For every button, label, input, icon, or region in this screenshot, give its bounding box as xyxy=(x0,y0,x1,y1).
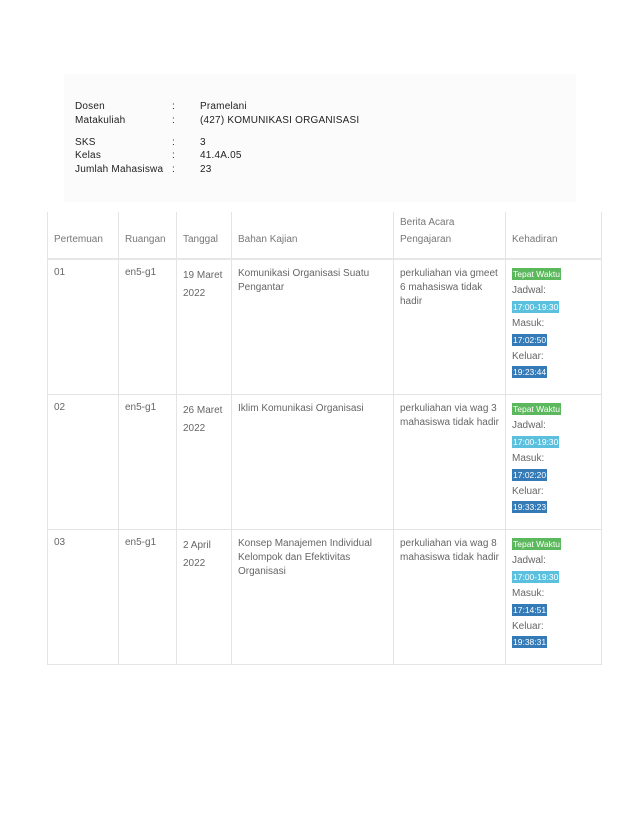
sks-label: SKS xyxy=(75,137,96,148)
masuk-time-badge: 17:14:51 xyxy=(513,604,547,615)
jadwal-badge: 17:00-19:30 xyxy=(513,301,559,312)
keluar-time-badge: 19:33:23 xyxy=(513,502,547,513)
cell-ruangan: en5-g1 xyxy=(119,530,177,665)
header-tanggal: Tanggal xyxy=(177,212,232,259)
cell-tanggal: 2 April 2022 xyxy=(177,530,232,665)
matakuliah-label: Matakuliah xyxy=(75,115,126,126)
cell-ruangan: en5-g1 xyxy=(119,259,177,395)
separator: : xyxy=(172,137,175,148)
masuk-label: Masuk: xyxy=(512,318,545,330)
masuk-label: Masuk: xyxy=(512,588,545,600)
masuk-time-badge: 17:02:20 xyxy=(513,469,547,480)
status-badge: Tepat Waktu xyxy=(513,539,560,549)
course-info-panel xyxy=(64,74,576,202)
cell-berita-acara: perkuliahan via wag 8 mahasiswa tidak hadir xyxy=(394,530,506,665)
separator: : xyxy=(172,164,175,175)
cell-pertemuan: 01 xyxy=(48,259,119,395)
jadwal-label: Jadwal: xyxy=(512,420,546,432)
cell-bahan-kajian: Iklim Komunikasi Organisasi xyxy=(232,395,394,530)
kelas-value: 41.4A.05 xyxy=(200,150,242,161)
jumlah-mahasiswa-label: Jumlah Mahasiswa xyxy=(75,164,164,175)
keluar-time-badge: 19:38:31 xyxy=(513,637,547,648)
keluar-label: Keluar: xyxy=(512,351,544,363)
cell-tanggal: 26 Maret 2022 xyxy=(177,395,232,530)
cell-kehadiran xyxy=(506,530,602,665)
keluar-label: Keluar: xyxy=(512,621,544,633)
cell-bahan-kajian: Komunikasi Organisasi Suatu Pengantar xyxy=(232,259,394,395)
status-badge: Tepat Waktu xyxy=(513,269,560,279)
cell-ruangan: en5-g1 xyxy=(119,395,177,530)
table-header-row xyxy=(48,212,602,259)
separator: : xyxy=(172,101,175,112)
cell-kehadiran xyxy=(506,259,602,395)
cell-tanggal: 19 Maret 2022 xyxy=(177,259,232,395)
header-bahan-kajian: Bahan Kajian xyxy=(232,212,394,259)
keluar-time-badge: 19:23:44 xyxy=(513,367,547,378)
cell-pertemuan: 02 xyxy=(48,395,119,530)
dosen-label: Dosen xyxy=(75,101,105,112)
kelas-label: Kelas xyxy=(75,150,102,161)
separator: : xyxy=(172,150,175,161)
header-ruangan: Ruangan xyxy=(119,212,177,259)
status-badge: Tepat Waktu xyxy=(513,404,560,414)
cell-kehadiran xyxy=(506,395,602,530)
jumlah-mahasiswa-value: 23 xyxy=(200,164,212,175)
jadwal-badge: 17:00-19:30 xyxy=(513,436,559,447)
masuk-time-badge: 17:02:50 xyxy=(513,334,547,345)
cell-berita-acara: perkuliahan via gmeet 6 mahasiswa tidak hadir xyxy=(394,259,506,395)
table-row xyxy=(48,395,602,530)
jadwal-label: Jadwal: xyxy=(512,285,546,297)
jadwal-badge: 17:00-19:30 xyxy=(513,571,559,582)
jadwal-label: Jadwal: xyxy=(512,555,546,567)
sks-value: 3 xyxy=(200,137,206,148)
attendance-table xyxy=(47,212,602,665)
header-berita-acara: Berita Acara Pengajaran xyxy=(394,212,506,259)
dosen-value: Pramelani xyxy=(200,101,247,112)
table-row xyxy=(48,259,602,395)
header-kehadiran: Kehadiran xyxy=(506,212,602,259)
table-row xyxy=(48,530,602,665)
cell-pertemuan: 03 xyxy=(48,530,119,665)
header-pertemuan: Pertemuan xyxy=(48,212,119,259)
keluar-label: Keluar: xyxy=(512,486,544,498)
cell-bahan-kajian: Konsep Manajemen Individual Kelompok dan Efektivitas Organisasi xyxy=(232,530,394,665)
separator: : xyxy=(172,115,175,126)
masuk-label: Masuk: xyxy=(512,453,545,465)
cell-berita-acara: perkuliahan via wag 3 mahasiswa tidak hadir xyxy=(394,395,506,530)
matakuliah-value: (427) KOMUNIKASI ORGANISASI xyxy=(200,115,360,126)
